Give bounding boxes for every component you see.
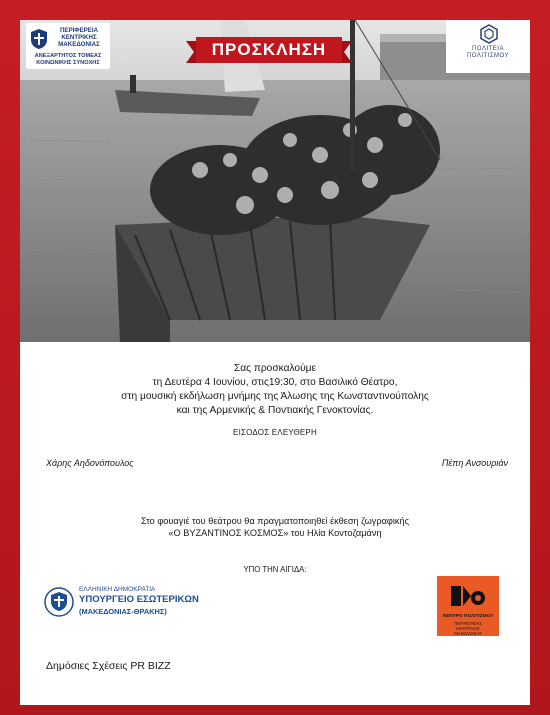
page-title: ΠΡΟΣΚΛΗΣΗ: [196, 37, 342, 63]
invitation-line-1: Σας προσκαλούμε: [233, 363, 317, 374]
exhibition-line-2: «Ο ΒΥΖΑΝΤΙΝΟΣ ΚΟΣΜΟΣ» του Ηλία Κοντοζαμάνη: [168, 528, 382, 538]
ministry-line-1: ΕΛΛΗΝΙΚΗ ΔΗΜΟΚΡΑΤΙΑ: [79, 586, 156, 593]
greek-emblem-icon: [30, 28, 48, 50]
exhibition-text: [20, 515, 530, 539]
invitation-line-3: στη μουσική εκδήλωση μνήμης της Άλωσης της Κωνσταντινούπολης: [121, 391, 429, 402]
title-banner: [186, 37, 352, 63]
signature-right: Πέπη Ανσουριάν: [441, 458, 508, 468]
greek-emblem-icon: [44, 586, 74, 618]
exhibition-line-1: Στο φουαγιέ του θεάτρου θα πραγματοποιηθεί έκθεση ζωγραφικής: [140, 516, 410, 526]
signature-left: Χάρης Αηδονόπουλος: [46, 458, 134, 468]
region-logo: [26, 23, 110, 69]
banner-tail-right: [342, 41, 352, 63]
cultural-center-lines: ΠΕΡΙΦΕΡΕΙΑΣ ΚΕΝΤΡΙΚΗΣ ΜΑΚΕΔΟΝΙΑΣ: [453, 621, 483, 636]
cultural-center-logo: [437, 576, 499, 636]
ministry-line-3: (ΜΑΚΕΔΟΝΙΑΣ-ΘΡΑΚΗΣ): [79, 607, 167, 616]
hexagon-logo-icon: [480, 24, 498, 44]
culture-logo: [446, 20, 530, 73]
banner-tail-left: [186, 41, 196, 63]
pr-credit: Δημόσιες Σχέσεις PR BIZZ: [46, 660, 171, 672]
patronage-label: ΥΠΟ ΤΗΝ ΑΙΓΙΔΑ:: [243, 565, 307, 574]
cultural-center-logo-icon: [449, 582, 487, 610]
region-logo-text: ΠΕΡΙΦΕΡΕΙΑ ΚΕΝΤΡΙΚΗΣ ΜΑΚΕΔΟΝΙΑΣ: [58, 27, 100, 48]
invitation-text: [20, 362, 530, 418]
cultural-center-line-1: ΚΕΝΤΡΟ ΠΟΛΙΤΙΣΜΟΥ: [442, 614, 494, 619]
invitation-line-2: τη Δευτέρα 4 Ιουνίου, στις19:30, στο Βασιλικό Θέατρο,: [152, 377, 398, 388]
ministry-logo: [44, 584, 204, 620]
ministry-line-2: ΥΠΟΥΡΓΕΙΟ ΕΣΩΤΕΡΙΚΩΝ: [79, 594, 199, 605]
invitation-line-4: και της Αρμενικής & Ποντιακής Γενοκτονίας.: [176, 405, 374, 416]
free-entry: ΕΙΣΟΔΟΣ ΕΛΕΥΘΕΡΗ: [233, 428, 317, 437]
culture-logo-text: ΠΟΛΙΤΕΙΑ ΠΟΛΙΤΙΣΜΟΥ: [466, 46, 510, 59]
region-logo-subtext: ΑΝΕΞΑΡΤΗΤΟΣ ΤΟΜΕΑΣ ΚΟΙΝΩΝΙΚΗΣ ΣΥΝΟΧΗΣ: [34, 53, 102, 66]
